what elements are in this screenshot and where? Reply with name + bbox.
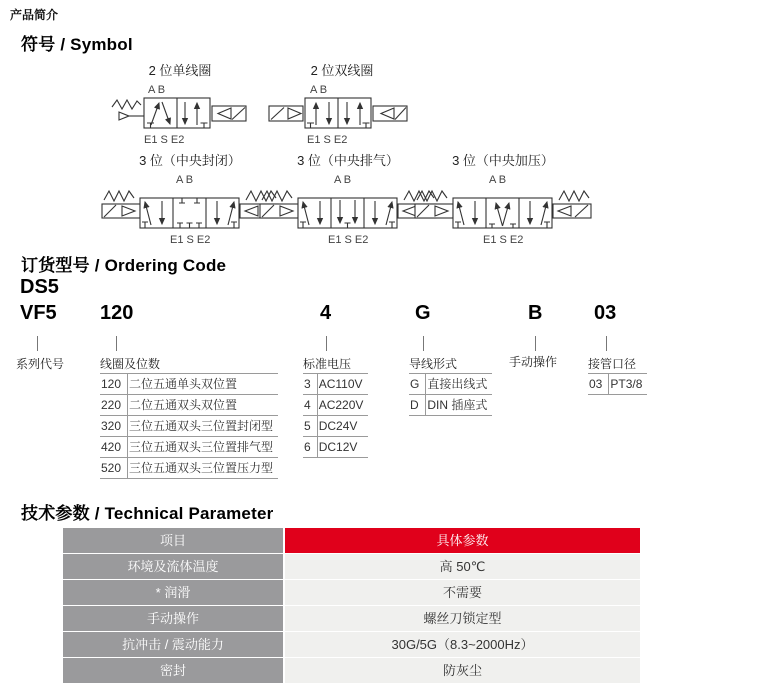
table-row [303, 395, 368, 416]
table-row [409, 374, 492, 395]
code-manual: B [528, 302, 543, 324]
option-desc: PT3/8 [609, 374, 648, 395]
table-row [63, 606, 641, 631]
param-item: 手动操作 [63, 606, 283, 631]
param-value: 30G/5G（8.3~2000Hz） [285, 632, 640, 657]
port-labels-bottom: E1 S E2 [307, 134, 348, 146]
table-row [100, 374, 278, 395]
series-tick [37, 336, 38, 351]
code-leadwire: G [415, 302, 431, 324]
option-desc: DC12V [317, 437, 368, 458]
param-value: 防灰尘 [285, 658, 640, 683]
table-row [63, 658, 641, 683]
option-desc: DC24V [317, 416, 368, 437]
table-row [63, 554, 641, 579]
port-labels-top: A B [310, 84, 328, 96]
symbol-section-heading: 符号 / Symbol [21, 35, 133, 54]
option-desc: 二位五通单头双位置 [128, 374, 279, 395]
option-desc: 三位五通双头三位置排气型 [128, 437, 279, 458]
option-desc: 三位五通双头三位置压力型 [128, 458, 279, 479]
param-item: * 润滑 [63, 580, 283, 605]
option-code: 520 [100, 458, 128, 479]
table-row [588, 374, 647, 395]
series-code-line2: VF5 [20, 302, 57, 324]
port-labels-bottom: E1 S E2 [170, 234, 211, 246]
option-code: 5 [303, 416, 317, 437]
option-desc: 直接出线式 [426, 374, 493, 395]
table-row [100, 458, 278, 479]
param-item: 密封 [63, 658, 283, 683]
option-code: 03 [588, 374, 609, 395]
leadwire-tick [423, 336, 424, 351]
valve-3pos-center-closed-icon [100, 186, 280, 234]
portsize-options-table [588, 373, 647, 395]
port-labels-top: A B [176, 174, 194, 186]
valve-3pos-center-exhaust-icon [258, 186, 438, 234]
leadwire-label: 导线形式 [409, 357, 458, 371]
table-header-row [63, 528, 641, 553]
option-code: 120 [100, 374, 128, 395]
option-code: 420 [100, 437, 128, 458]
page-eyebrow: 产品简介 [10, 8, 59, 22]
header-item: 项目 [63, 528, 283, 553]
valve-symbol-2pos-double-coil [262, 60, 422, 146]
leadwire-options-table [409, 373, 492, 416]
option-code: 220 [100, 395, 128, 416]
ordering-section-heading: 订货型号 / Ordering Code [21, 256, 227, 275]
option-code: 6 [303, 437, 317, 458]
ordering-code-area [0, 276, 760, 492]
option-desc: AC220V [317, 395, 368, 416]
valve-symbol-2pos-single-coil [105, 60, 255, 146]
series-code-line1: DS5 [20, 276, 59, 298]
port-labels-bottom: E1 S E2 [328, 234, 369, 246]
valve-2pos-single-coil-icon [110, 96, 250, 134]
valve-symbol-3pos-center-exhaust [258, 150, 438, 246]
valve-diagram [413, 174, 593, 246]
port-labels-top: A B [148, 84, 166, 96]
valve-3pos-center-pressure-icon [413, 186, 593, 234]
option-code: D [409, 395, 426, 416]
table-row [303, 437, 368, 458]
option-desc: 三位五通双头三位置封闭型 [128, 416, 279, 437]
table-row [100, 437, 278, 458]
table-row [303, 374, 368, 395]
technical-parameter-table [63, 528, 641, 684]
technical-section-heading: 技术参数 / Technical Parameter [21, 504, 274, 523]
table-row [63, 632, 641, 657]
table-row [100, 416, 278, 437]
port-labels-top: A B [489, 174, 507, 186]
valve-diagram [267, 84, 417, 146]
port-labels-top: A B [334, 174, 352, 186]
option-code: 320 [100, 416, 128, 437]
port-labels-bottom: E1 S E2 [483, 234, 524, 246]
table-row [100, 395, 278, 416]
code-portsize: 03 [594, 302, 617, 324]
table-row [409, 395, 492, 416]
param-item: 抗冲击 / 震动能力 [63, 632, 283, 657]
param-value: 螺丝刀锁定型 [285, 606, 640, 631]
param-value: 高 50℃ [285, 554, 640, 579]
valve-symbol-3pos-center-closed [100, 150, 280, 246]
option-desc: 二位五通双头双位置 [128, 395, 279, 416]
table-row [63, 580, 641, 605]
param-item: 环境及流体温度 [63, 554, 283, 579]
port-labels-bottom: E1 S E2 [144, 134, 185, 146]
valve-diagram [100, 174, 280, 246]
coil-options-table [100, 373, 278, 479]
symbol-caption: 2 位双线圈 [310, 63, 374, 78]
code-voltage: 4 [320, 302, 332, 324]
valve-2pos-double-coil-icon [267, 96, 417, 134]
symbol-caption: 3 位（中央加压） [452, 153, 554, 168]
option-code: 4 [303, 395, 317, 416]
symbol-caption: 2 位单线圈 [148, 63, 212, 78]
option-code: G [409, 374, 426, 395]
voltage-options-table [303, 373, 368, 458]
table-row [303, 416, 368, 437]
option-desc: AC110V [317, 374, 368, 395]
option-desc: DIN 插座式 [426, 395, 493, 416]
coil-label: 线圈及位数 [100, 357, 161, 371]
voltage-label: 标准电压 [303, 357, 352, 371]
manual-tick [535, 336, 536, 351]
portsize-tick [606, 336, 607, 351]
param-value: 不需要 [285, 580, 640, 605]
valve-diagram [258, 174, 438, 246]
code-coil: 120 [100, 302, 134, 324]
option-code: 3 [303, 374, 317, 395]
coil-tick [116, 336, 117, 351]
manual-label: 手动操作 [509, 355, 558, 369]
portsize-label: 接管口径 [588, 357, 637, 371]
valve-diagram [110, 84, 250, 146]
valve-symbol-3pos-center-pressure [413, 150, 593, 246]
symbol-caption: 3 位（中央排气） [297, 153, 399, 168]
symbol-caption: 3 位（中央封闭） [139, 153, 241, 168]
header-value: 具体参数 [285, 528, 640, 553]
voltage-tick [326, 336, 327, 351]
series-label: 系列代号 [16, 357, 65, 371]
